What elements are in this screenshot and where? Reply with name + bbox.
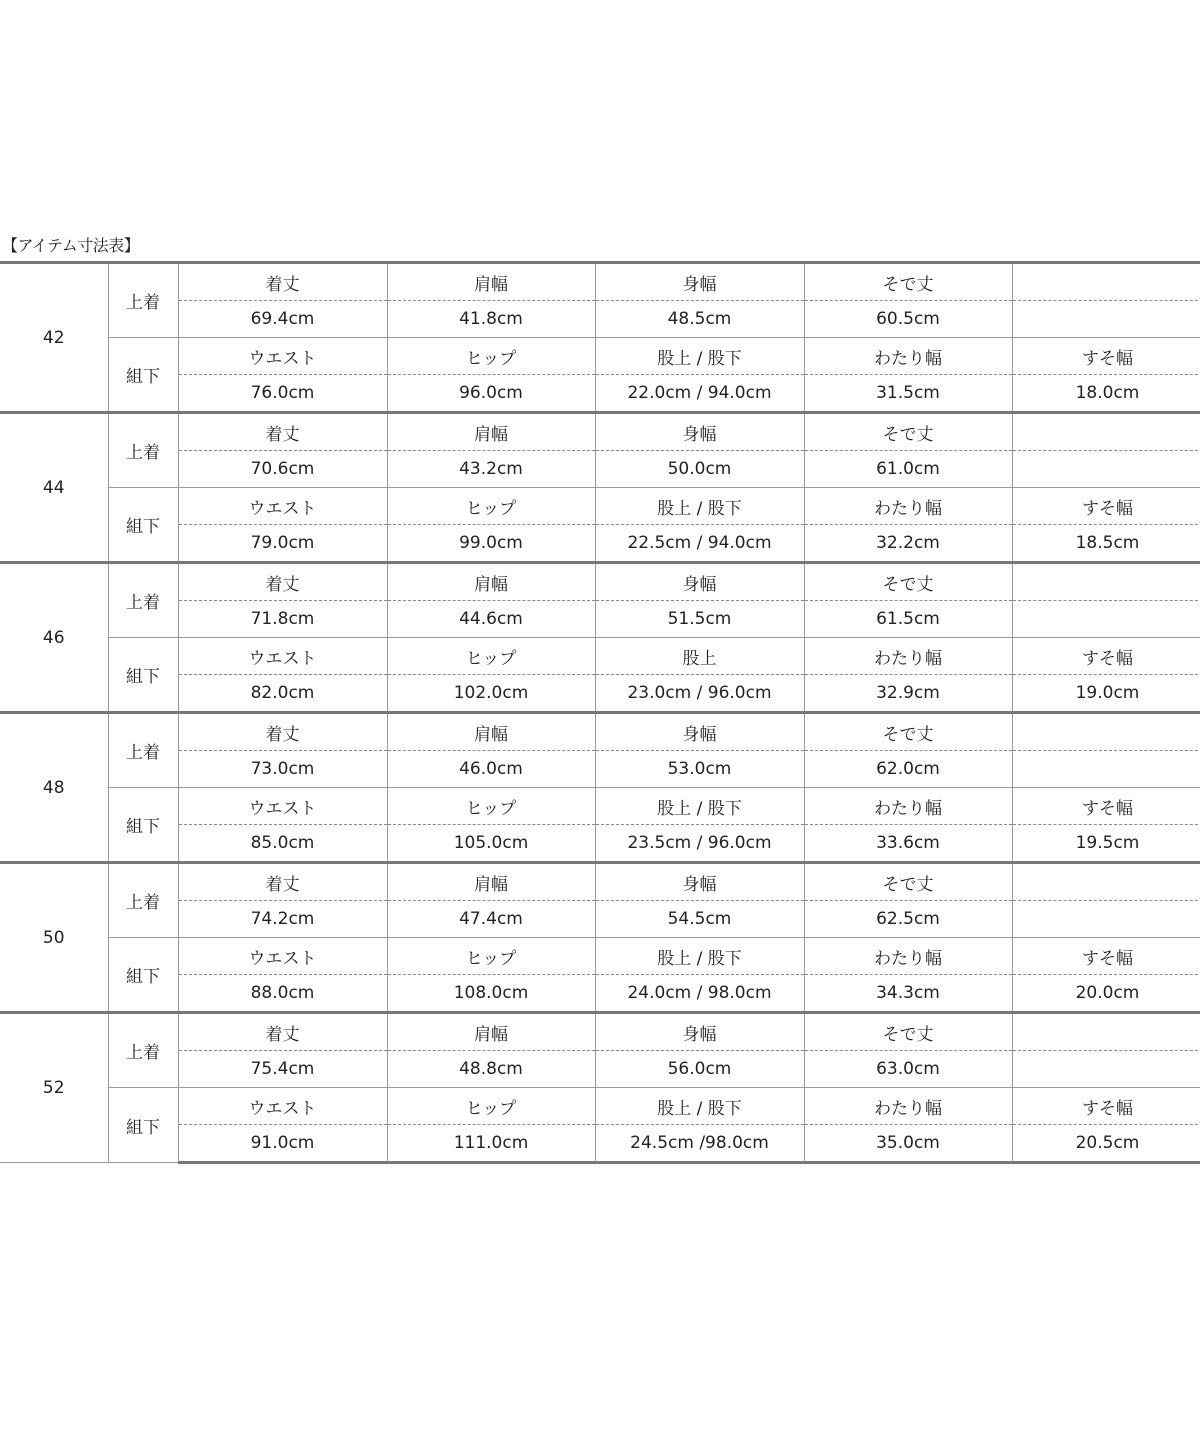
measure-label: 肩幅 xyxy=(387,413,595,451)
measure-value: 32.9cm xyxy=(804,675,1012,713)
size-label: 44 xyxy=(0,413,108,563)
jacket-part-label: 上着 xyxy=(108,563,178,638)
measure-label: わたり幅 xyxy=(804,1088,1012,1125)
measure-value: 50.0cm xyxy=(595,451,804,488)
size-table xyxy=(0,261,1200,1164)
measure-value xyxy=(1012,901,1200,938)
measure-label: そで丈 xyxy=(804,713,1012,751)
measure-label: そで丈 xyxy=(804,863,1012,901)
measure-label: ヒップ xyxy=(387,788,595,825)
size-label: 42 xyxy=(0,263,108,413)
pants-part-label: 組下 xyxy=(108,1088,178,1163)
measure-value: 20.0cm xyxy=(1012,975,1200,1013)
measure-value: 47.4cm xyxy=(387,901,595,938)
size-label: 48 xyxy=(0,713,108,863)
measure-value: 96.0cm xyxy=(387,375,595,413)
measure-label: そで丈 xyxy=(804,563,1012,601)
table-title: 【アイテム寸法表】 xyxy=(2,236,140,255)
measure-value: 105.0cm xyxy=(387,825,595,863)
measure-value: 85.0cm xyxy=(178,825,387,863)
measure-value: 99.0cm xyxy=(387,525,595,563)
measure-label: 股上 / 股下 xyxy=(595,488,804,525)
measure-value: 31.5cm xyxy=(804,375,1012,413)
measure-label: 着丈 xyxy=(178,863,387,901)
size-42-pants-values-row xyxy=(0,375,1200,413)
measure-value xyxy=(1012,1051,1200,1088)
measure-label: ウエスト xyxy=(178,1088,387,1125)
size-44-jacket-values-row xyxy=(0,451,1200,488)
measure-label: わたり幅 xyxy=(804,788,1012,825)
measure-label: すそ幅 xyxy=(1012,638,1200,675)
measure-value: 74.2cm xyxy=(178,901,387,938)
measure-value: 19.0cm xyxy=(1012,675,1200,713)
size-50-jacket-values-row xyxy=(0,901,1200,938)
measure-label: 身幅 xyxy=(595,263,804,301)
jacket-part-label: 上着 xyxy=(108,413,178,488)
size-label: 50 xyxy=(0,863,108,1013)
measure-value: 51.5cm xyxy=(595,601,804,638)
measure-label: ヒップ xyxy=(387,638,595,675)
measure-value: 24.5cm /98.0cm xyxy=(595,1125,804,1163)
measure-value: 62.5cm xyxy=(804,901,1012,938)
measure-value: 111.0cm xyxy=(387,1125,595,1163)
measure-label: 着丈 xyxy=(178,413,387,451)
measure-value: 61.0cm xyxy=(804,451,1012,488)
measure-label: 身幅 xyxy=(595,1013,804,1051)
size-42-jacket-values-row xyxy=(0,301,1200,338)
measure-label: ヒップ xyxy=(387,488,595,525)
pants-part-label: 組下 xyxy=(108,338,178,413)
measure-value: 76.0cm xyxy=(178,375,387,413)
size-46-jacket-values-row xyxy=(0,601,1200,638)
measure-label: わたり幅 xyxy=(804,488,1012,525)
jacket-part-label: 上着 xyxy=(108,1013,178,1088)
measure-label: すそ幅 xyxy=(1012,938,1200,975)
measure-value: 43.2cm xyxy=(387,451,595,488)
measure-value: 60.5cm xyxy=(804,301,1012,338)
measure-value: 79.0cm xyxy=(178,525,387,563)
measure-label: 身幅 xyxy=(595,563,804,601)
measure-label: 着丈 xyxy=(178,263,387,301)
measure-value: 69.4cm xyxy=(178,301,387,338)
size-52-pants-labels-row xyxy=(0,1088,1200,1125)
size-50-pants-values-row xyxy=(0,975,1200,1013)
measure-value xyxy=(1012,601,1200,638)
size-label: 46 xyxy=(0,563,108,713)
measure-label: 身幅 xyxy=(595,713,804,751)
measure-value: 18.5cm xyxy=(1012,525,1200,563)
size-label: 52 xyxy=(0,1013,108,1163)
measure-value: 23.0cm / 96.0cm xyxy=(595,675,804,713)
measure-label: 肩幅 xyxy=(387,1013,595,1051)
size-42-jacket-labels-row xyxy=(0,263,1200,301)
measure-label: 股上 / 股下 xyxy=(595,338,804,375)
measure-value: 53.0cm xyxy=(595,751,804,788)
measure-label: 着丈 xyxy=(178,1013,387,1051)
pants-part-label: 組下 xyxy=(108,938,178,1013)
jacket-part-label: 上着 xyxy=(108,863,178,938)
measure-label: 肩幅 xyxy=(387,863,595,901)
size-52-jacket-labels-row xyxy=(0,1013,1200,1051)
measure-value: 82.0cm xyxy=(178,675,387,713)
measure-label xyxy=(1012,413,1200,451)
measure-label: 肩幅 xyxy=(387,713,595,751)
measure-label: すそ幅 xyxy=(1012,1088,1200,1125)
measure-value: 61.5cm xyxy=(804,601,1012,638)
measure-label: 肩幅 xyxy=(387,263,595,301)
measure-label xyxy=(1012,263,1200,301)
size-48-jacket-values-row xyxy=(0,751,1200,788)
measure-label xyxy=(1012,863,1200,901)
measure-label: わたり幅 xyxy=(804,938,1012,975)
measure-label: ウエスト xyxy=(178,338,387,375)
size-44-pants-values-row xyxy=(0,525,1200,563)
measure-label xyxy=(1012,563,1200,601)
measure-label: わたり幅 xyxy=(804,638,1012,675)
measure-label: 身幅 xyxy=(595,863,804,901)
size-46-pants-values-row xyxy=(0,675,1200,713)
measure-label: ヒップ xyxy=(387,1088,595,1125)
measure-value: 33.6cm xyxy=(804,825,1012,863)
jacket-part-label: 上着 xyxy=(108,263,178,338)
size-50-pants-labels-row xyxy=(0,938,1200,975)
measure-value: 20.5cm xyxy=(1012,1125,1200,1163)
size-48-pants-values-row xyxy=(0,825,1200,863)
measure-value: 22.0cm / 94.0cm xyxy=(595,375,804,413)
measure-value: 56.0cm xyxy=(595,1051,804,1088)
measure-label: わたり幅 xyxy=(804,338,1012,375)
measure-value: 35.0cm xyxy=(804,1125,1012,1163)
pants-part-label: 組下 xyxy=(108,638,178,713)
measure-value: 71.8cm xyxy=(178,601,387,638)
measure-label: ヒップ xyxy=(387,938,595,975)
measure-value: 34.3cm xyxy=(804,975,1012,1013)
measure-value: 19.5cm xyxy=(1012,825,1200,863)
measure-label: ウエスト xyxy=(178,638,387,675)
measure-label: ウエスト xyxy=(178,488,387,525)
measure-value: 75.4cm xyxy=(178,1051,387,1088)
measure-value xyxy=(1012,451,1200,488)
measure-value: 88.0cm xyxy=(178,975,387,1013)
measure-label: ウエスト xyxy=(178,938,387,975)
measure-label: ヒップ xyxy=(387,338,595,375)
measure-label: そで丈 xyxy=(804,413,1012,451)
measure-value: 46.0cm xyxy=(387,751,595,788)
pants-part-label: 組下 xyxy=(108,488,178,563)
size-50-jacket-labels-row xyxy=(0,863,1200,901)
measure-value: 73.0cm xyxy=(178,751,387,788)
measure-label: すそ幅 xyxy=(1012,488,1200,525)
measure-label: そで丈 xyxy=(804,1013,1012,1051)
measure-label: 身幅 xyxy=(595,413,804,451)
size-48-jacket-labels-row xyxy=(0,713,1200,751)
measure-value: 41.8cm xyxy=(387,301,595,338)
measure-label xyxy=(1012,713,1200,751)
jacket-part-label: 上着 xyxy=(108,713,178,788)
measure-label: 股上 xyxy=(595,638,804,675)
measure-value: 63.0cm xyxy=(804,1051,1012,1088)
measure-label: 着丈 xyxy=(178,563,387,601)
measure-value xyxy=(1012,301,1200,338)
measure-value xyxy=(1012,751,1200,788)
measure-value: 108.0cm xyxy=(387,975,595,1013)
size-42-pants-labels-row xyxy=(0,338,1200,375)
measure-label: 股上 / 股下 xyxy=(595,1088,804,1125)
measure-value: 23.5cm / 96.0cm xyxy=(595,825,804,863)
size-52-pants-values-row xyxy=(0,1125,1200,1163)
measure-label: 股上 / 股下 xyxy=(595,788,804,825)
size-46-pants-labels-row xyxy=(0,638,1200,675)
measure-label: 着丈 xyxy=(178,713,387,751)
size-44-pants-labels-row xyxy=(0,488,1200,525)
size-table-body xyxy=(0,263,1200,1163)
measure-value: 62.0cm xyxy=(804,751,1012,788)
measure-value: 48.8cm xyxy=(387,1051,595,1088)
measure-value: 70.6cm xyxy=(178,451,387,488)
measure-label: そで丈 xyxy=(804,263,1012,301)
measure-label: 股上 / 股下 xyxy=(595,938,804,975)
size-48-pants-labels-row xyxy=(0,788,1200,825)
pants-part-label: 組下 xyxy=(108,788,178,863)
measure-label: 肩幅 xyxy=(387,563,595,601)
measure-value: 18.0cm xyxy=(1012,375,1200,413)
measure-value: 32.2cm xyxy=(804,525,1012,563)
size-44-jacket-labels-row xyxy=(0,413,1200,451)
measure-value: 54.5cm xyxy=(595,901,804,938)
measure-label: すそ幅 xyxy=(1012,338,1200,375)
measure-label: すそ幅 xyxy=(1012,788,1200,825)
size-46-jacket-labels-row xyxy=(0,563,1200,601)
size-52-jacket-values-row xyxy=(0,1051,1200,1088)
measure-value: 102.0cm xyxy=(387,675,595,713)
measure-value: 24.0cm / 98.0cm xyxy=(595,975,804,1013)
measure-label: ウエスト xyxy=(178,788,387,825)
measure-value: 48.5cm xyxy=(595,301,804,338)
measure-value: 22.5cm / 94.0cm xyxy=(595,525,804,563)
measure-label xyxy=(1012,1013,1200,1051)
measure-value: 91.0cm xyxy=(178,1125,387,1163)
measure-value: 44.6cm xyxy=(387,601,595,638)
